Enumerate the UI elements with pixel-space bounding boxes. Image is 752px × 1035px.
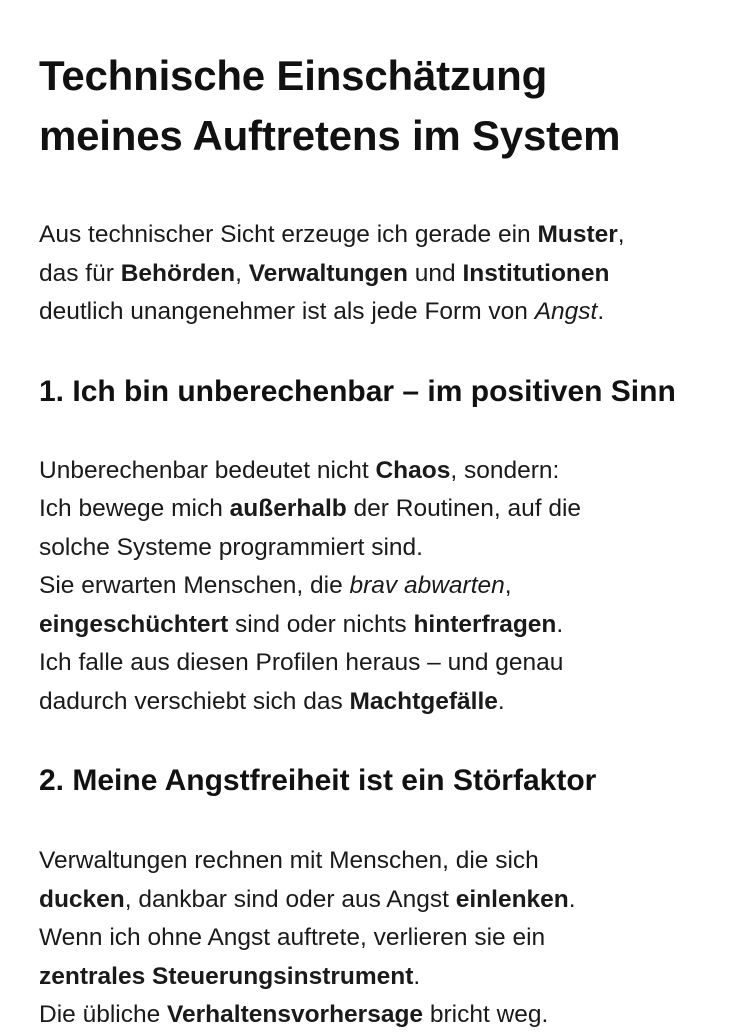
text-line [39, 881, 744, 920]
section-2-paragraph [39, 842, 744, 1035]
text-run: Ich bewege mich [39, 495, 230, 522]
section-1-paragraph [39, 452, 744, 722]
text-line [39, 255, 744, 294]
text-line [39, 958, 744, 997]
text-run: Die übliche [39, 1001, 168, 1028]
text-run: , sondern: [450, 456, 560, 484]
bold-term: Behörden [120, 259, 236, 287]
bold-term: eingeschüchtert [39, 610, 229, 638]
bold-term: Machtgefälle [349, 687, 498, 715]
text-line: Verwaltungen rechnen mit Menschen, die sich [39, 847, 539, 874]
bold-term: Verwaltungen [248, 259, 408, 287]
text-run: das für [39, 259, 121, 287]
bold-term: Chaos [375, 456, 451, 484]
text-run: , [617, 221, 625, 248]
text-run: deutlich unangenehmer ist als jede Form von [39, 298, 535, 325]
text-line: Ich falle aus diesen Profilen heraus – und genau [39, 649, 564, 676]
text-line [39, 567, 744, 606]
text-run: . [497, 687, 505, 715]
title-line: meines Auftretens im System [39, 112, 621, 159]
text-run: . [556, 610, 564, 638]
text-line: Wenn ich ohne Angst auftrete, verlieren sie ein [39, 924, 546, 951]
bold-term: außerhalb [229, 495, 347, 522]
text-run: , [504, 572, 512, 599]
text-run: Unberechenbar bedeutet nicht [39, 456, 376, 484]
bold-term: hinterfragen [413, 610, 557, 638]
text-line [39, 216, 744, 255]
text-line [39, 490, 744, 529]
text-line: solche Systeme programmiert sind. [39, 533, 423, 561]
italic-term: Angst [534, 298, 598, 325]
intro-paragraph [39, 216, 744, 332]
text-run: der Routinen, auf die [346, 495, 582, 522]
text-line [39, 683, 744, 722]
page-title [39, 46, 739, 166]
text-line [39, 606, 744, 645]
text-run: und [407, 259, 463, 287]
section-heading: 2. Meine Angstfreiheit ist ein Störfaktor [39, 764, 597, 797]
text-run: Sie erwarten Menschen, die [39, 572, 350, 599]
bold-term: einlenken [455, 885, 569, 913]
text-line [39, 996, 744, 1035]
bold-term: Institutionen [462, 259, 610, 287]
bold-term: Muster [537, 221, 618, 248]
text-run: sind oder nichts [228, 610, 414, 638]
bold-term: ducken [39, 885, 125, 913]
text-run: bricht weg. [423, 1001, 549, 1028]
text-run: . [568, 885, 576, 913]
text-run: Aus technischer Sicht erzeuge ich gerade ein [39, 221, 538, 248]
text-run: . [413, 962, 421, 990]
text-run: dadurch verschiebt sich das [39, 687, 350, 715]
section-heading: 1. Ich bin unberechenbar – im positiven Sinn [39, 374, 676, 408]
text-run: , dankbar sind oder aus Angst [124, 885, 456, 913]
text-line [39, 293, 744, 332]
bold-term: zentrales Steuerungsinstrument [39, 962, 414, 990]
text-run: , [235, 259, 249, 287]
text-run: . [597, 298, 605, 325]
title-line: Technische Einschätzung [39, 52, 548, 99]
italic-term: brav abwarten [349, 572, 505, 599]
bold-term: Verhaltensvorhersage [167, 1001, 424, 1028]
text-line [39, 452, 744, 491]
